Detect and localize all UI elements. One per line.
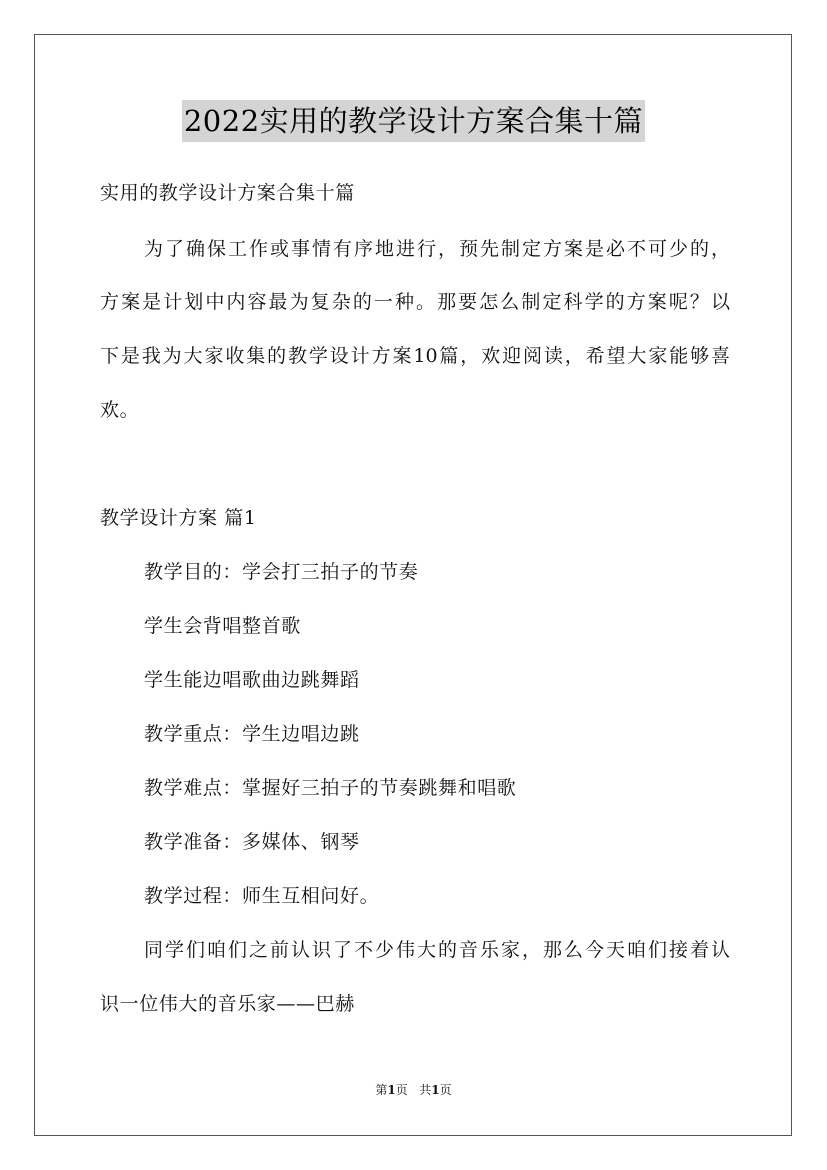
page-footer [0, 1081, 827, 1099]
section-line-1: 教学目的：学会打三拍子的节奏 [144, 561, 419, 583]
document-title: 2022实用的教学设计方案合集十篇 [182, 100, 645, 142]
section-heading: 教学设计方案 篇1 [100, 507, 257, 529]
intro-line-2: 方案是计划中内容最为复杂的一种。那要怎么制定科学的方案呢？以 [100, 291, 730, 313]
section-line-7: 教学过程：师生互相问好。 [144, 885, 380, 907]
section-line-3: 学生能边唱歌曲边跳舞蹈 [144, 669, 360, 691]
section-line-5: 教学难点：掌握好三拍子的节奏跳舞和唱歌 [144, 777, 517, 799]
closing-line-2: 识一位伟大的音乐家——巴赫 [100, 993, 355, 1015]
intro-line-3: 下是我为大家收集的教学设计方案10篇，欢迎阅读，希望大家能够喜 [100, 345, 730, 367]
intro-line-1: 为了确保工作或事情有序地进行，预先制定方案是必不可少的， [144, 238, 730, 260]
footer-total-unit: 页 [439, 1083, 452, 1097]
intro-line-4: 欢。 [100, 399, 140, 421]
footer-page-total: 1 [431, 1083, 440, 1097]
footer-page-current: 1 [387, 1083, 396, 1097]
section-line-6: 教学准备：多媒体、钢琴 [144, 831, 360, 853]
closing-line-1: 同学们咱们之前认识了不少伟大的音乐家，那么今天咱们接着认 [144, 939, 730, 961]
section-line-4: 教学重点：学生边唱边跳 [144, 723, 360, 745]
section-line-2: 学生会背唱整首歌 [144, 615, 301, 637]
title-container [0, 100, 827, 142]
footer-page-prefix: 第 [375, 1083, 388, 1097]
footer-total-prefix: 共 [419, 1083, 432, 1097]
document-subtitle: 实用的教学设计方案合集十篇 [100, 182, 355, 204]
footer-page-unit: 页 [395, 1083, 408, 1097]
